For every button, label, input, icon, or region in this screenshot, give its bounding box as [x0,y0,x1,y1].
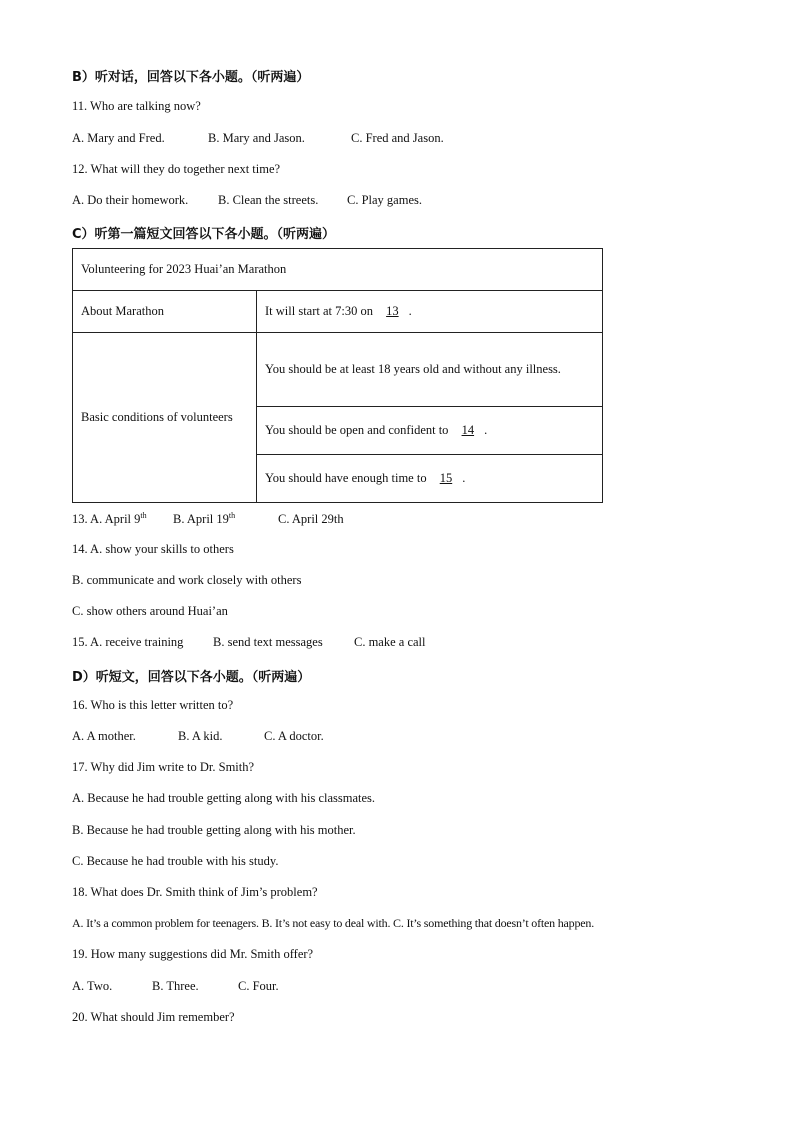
table-title: Volunteering for 2023 Huai’an Marathon [73,249,603,291]
question-13-options [72,511,344,527]
question-11-options [72,131,444,146]
table-cell-start-date: It will start at 7:30 on 13 . [257,291,603,333]
option-c: C. A doctor. [264,729,324,743]
blank-15: 15 [439,471,453,485]
option-b: B. send text messages [213,635,323,649]
option-b: B. Mary and Jason. [208,131,305,145]
option-c: C. Fred and Jason. [351,131,444,145]
blank-14: 14 [461,423,475,437]
question-17-stem: 17. Why did Jim write to Dr. Smith? [72,760,255,774]
question-18-stem: 18. What does Dr. Smith think of Jim’s problem? [72,885,318,899]
question-16-stem: 16. Who is this letter written to? [72,698,234,712]
question-17-option-b: B. Because he had trouble getting along with his mother. [72,823,356,837]
question-18-options: A. It’s a common problem for teenagers. B. It’s not easy to deal with. C. It’s something that doesn’t often happen. [72,916,595,930]
option-c: C. Four. [238,979,279,993]
question-16-options [72,729,324,744]
condition-open-confident: You should be open and confident to 14 . [257,407,603,455]
blank-13: 13 [386,304,399,318]
section-c-heading: C）听第一篇短文回答以下各小题。（听两遍） [72,227,336,242]
question-15-options [72,635,426,650]
about-marathon-label: About Marathon [73,291,257,333]
option-a: A. Mary and Fred. [72,131,165,145]
option-c: C. make a call [354,635,426,649]
option-b: B. A kid. [178,729,223,743]
option-b: B. Three. [152,979,199,993]
question-14-option-b: B. communicate and work closely with others [72,573,302,587]
option-a: A. A mother. [72,729,136,743]
condition-time: You should have enough time to 15 . [257,455,603,503]
question-17-option-a: A. Because he had trouble getting along with his classmates. [72,791,376,805]
section-d-heading: D）听短文，回答以下各小题。（听两遍） [72,670,311,685]
question-14-option-a: 14. A. show your skills to others [72,542,234,556]
option-c: C. Play games. [347,193,422,207]
section-b-heading: B）听对话，回答以下各小题。（听两遍） [72,70,310,85]
question-20-stem: 20. What should Jim remember? [72,1010,235,1024]
question-17-option-c: C. Because he had trouble with his study. [72,854,279,868]
option-a: A. Two. [72,979,113,993]
condition-age: You should be at least 18 years old and without any illness. [257,333,603,407]
option-b: B. April 19th [173,511,236,527]
basic-conditions-label: Basic conditions of volunteers [73,333,257,503]
option-a: 15. A. receive training [72,635,184,649]
option-b: B. Clean the streets. [218,193,319,207]
option-a: 13. A. April 9th [72,511,147,527]
question-12-options [72,193,422,208]
question-11-stem: 11. Who are talking now? [72,99,201,113]
option-a: A. Do their homework. [72,193,189,207]
volunteering-table [72,248,603,503]
option-c: C. April 29th [278,512,344,527]
question-19-stem: 19. How many suggestions did Mr. Smith offer? [72,947,314,961]
question-12-stem: 12. What will they do together next time? [72,162,281,176]
question-14-option-c: C. show others around Huai’an [72,604,228,618]
question-19-options [72,979,279,994]
